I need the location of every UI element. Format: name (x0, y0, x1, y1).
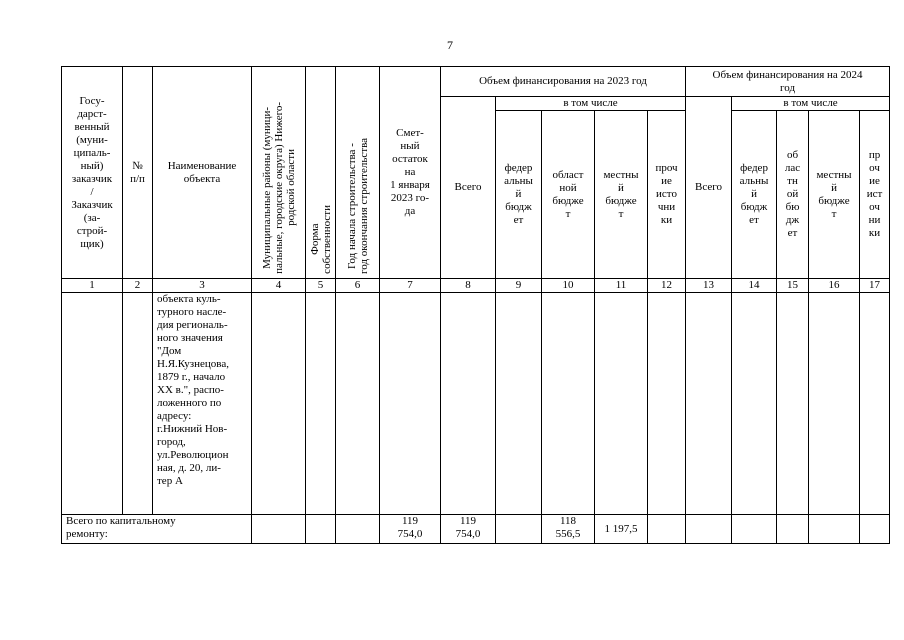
empty-cell (595, 293, 648, 515)
header-municipal-cell (252, 67, 306, 279)
empty-cell (860, 293, 890, 515)
empty-cell (496, 293, 542, 515)
empty-cell (542, 293, 595, 515)
header-incl-2024: в том числе (732, 97, 890, 111)
column-number: 15 (777, 279, 809, 293)
empty-cell (860, 515, 890, 544)
total-2023: 119 754,0 (441, 515, 496, 544)
header-municipal: Муниципальные районы (муници- пальные, городские округа) Нижего- родской области (260, 101, 297, 274)
empty-cell (380, 293, 441, 515)
column-number: 13 (686, 279, 732, 293)
total-label: Всего по капитальному ремонту: (62, 515, 252, 544)
empty-cell (496, 515, 542, 544)
column-number-row (62, 279, 890, 293)
column-number: 4 (252, 279, 306, 293)
column-number: 5 (306, 279, 336, 293)
object-name-cell: объекта куль- турного насле- дия региональ- ного значения "Дом Н.Я.Кузнецова, 1879 г., начало XX в.", распо- ложенного по адресу: г.Нижний Нов- город, ул.Революцион ная, д. 20, ли- тер А (153, 293, 252, 515)
column-number: 10 (542, 279, 595, 293)
header-customer: Госу- дарст- венный (муни- ципаль- ный) заказчик / Заказчик (за- строй- щик) (62, 67, 123, 279)
column-number: 7 (380, 279, 441, 293)
column-number: 12 (648, 279, 686, 293)
header-funding-2024: Объем финансирования на 2024 год (686, 67, 890, 97)
column-number: 16 (809, 279, 860, 293)
header-object-name: Наименование объекта (153, 67, 252, 279)
header-regional-2024: об лас тн ой бю дж ет (777, 111, 809, 279)
header-ownership: Форма собственности (308, 204, 333, 274)
empty-cell (686, 293, 732, 515)
header-total-2023: Всего (441, 97, 496, 279)
header-local-2024: местны й бюдже т (809, 111, 860, 279)
total-regional-2023: 118 556,5 (542, 515, 595, 544)
header-regional-2023: област ной бюдже т (542, 111, 595, 279)
column-number: 11 (595, 279, 648, 293)
header-balance: Смет- ный остаток на 1 января 2023 го- да (380, 67, 441, 279)
header-local-2023: местны й бюдже т (595, 111, 648, 279)
header-other-2023: проч ие исто чни ки (648, 111, 686, 279)
column-number: 1 (62, 279, 123, 293)
column-number: 9 (496, 279, 542, 293)
empty-cell (252, 515, 306, 544)
empty-cell (686, 515, 732, 544)
header-total-2024: Всего (686, 97, 732, 279)
empty-cell (62, 293, 123, 515)
page-number: 7 (447, 38, 453, 52)
empty-cell (336, 293, 380, 515)
empty-cell (648, 515, 686, 544)
column-number: 8 (441, 279, 496, 293)
header-years: Год начала строительства - год окончания строительства (345, 137, 370, 274)
total-balance: 119 754,0 (380, 515, 441, 544)
column-number: 2 (123, 279, 153, 293)
column-number: 3 (153, 279, 252, 293)
column-number: 14 (732, 279, 777, 293)
header-years-cell (336, 67, 380, 279)
empty-cell (252, 293, 306, 515)
header-federal-2024: федер альны й бюдж ет (732, 111, 777, 279)
total-row (62, 515, 890, 544)
header-other-2024: пр оч ие ист оч ни ки (860, 111, 890, 279)
header-incl-2023: в том числе (496, 97, 686, 111)
empty-cell (732, 515, 777, 544)
header-funding-2023: Объем финансирования на 2023 год (441, 67, 686, 97)
column-number: 17 (860, 279, 890, 293)
total-local-2023: 1 197,5 (595, 515, 648, 544)
header-federal-2023: федер альны й бюдж ет (496, 111, 542, 279)
empty-cell (777, 293, 809, 515)
header-num: № п/п (123, 67, 153, 279)
empty-cell (732, 293, 777, 515)
empty-cell (809, 515, 860, 544)
empty-cell (306, 515, 336, 544)
empty-cell (648, 293, 686, 515)
empty-cell (306, 293, 336, 515)
table-row (62, 293, 890, 515)
empty-cell (123, 293, 153, 515)
empty-cell (777, 515, 809, 544)
empty-cell (336, 515, 380, 544)
empty-cell (441, 293, 496, 515)
header-ownership-cell (306, 67, 336, 279)
column-number: 6 (336, 279, 380, 293)
empty-cell (809, 293, 860, 515)
financing-table (61, 66, 890, 544)
